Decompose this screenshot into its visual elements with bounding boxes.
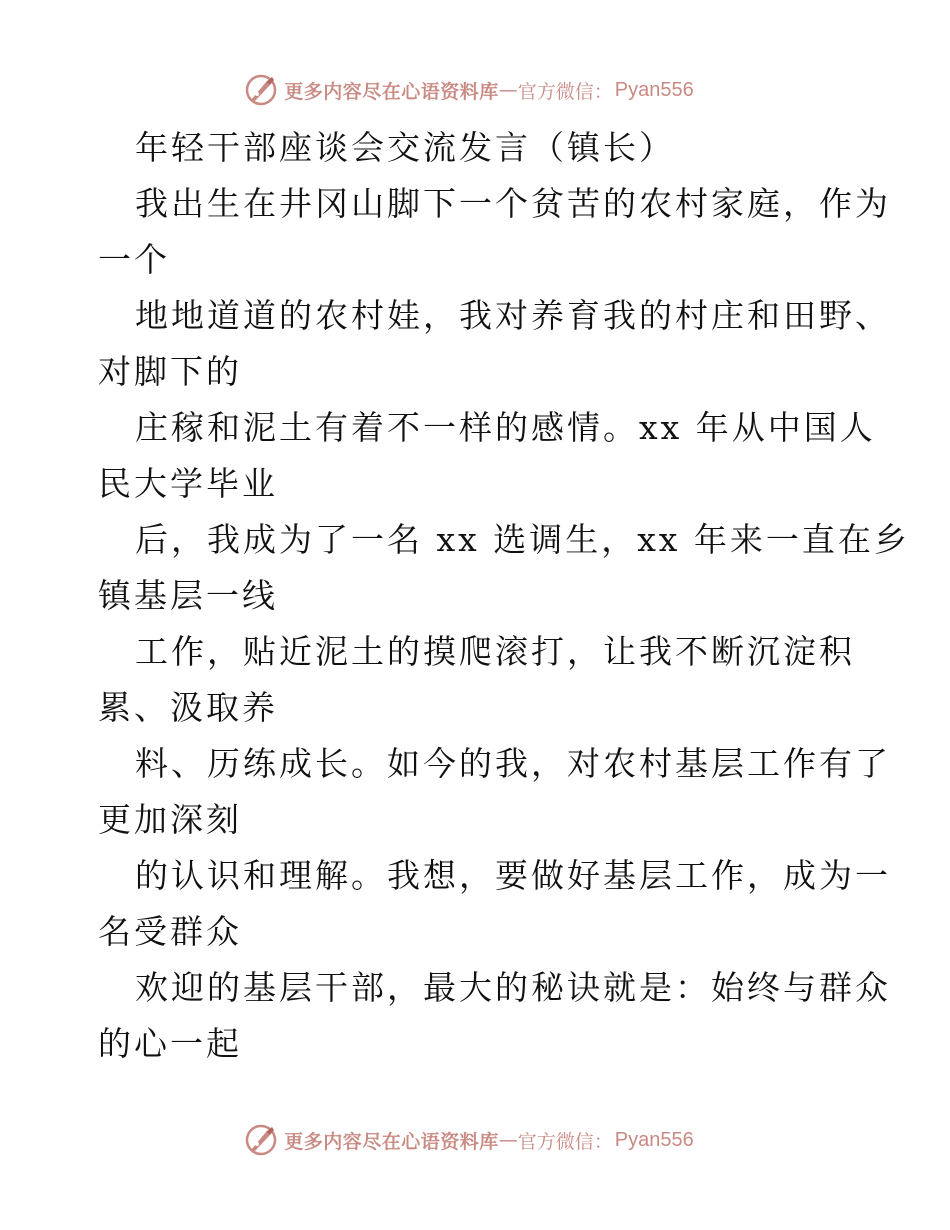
paragraph-line: 地地道道的农村娃，我对养育我的村庄和田野、: [135, 296, 891, 335]
paragraph-line: 一个: [98, 240, 170, 279]
document-body: [98, 120, 910, 1072]
banner-wechat-label: 官方微信：: [517, 1130, 613, 1153]
footer-banner: [0, 1120, 950, 1160]
banner-wechat-label: 官方微信：: [517, 80, 613, 103]
banner-separator: —: [498, 79, 518, 101]
paragraph-line: 工作，贴近泥土的摸爬滚打，让我不断沉淀积: [135, 632, 855, 671]
paragraph-line: 累、汲取养: [98, 688, 278, 727]
header-banner-content: [244, 73, 694, 107]
banner-wechat-id: Pyan556: [614, 1128, 694, 1151]
paragraph-line: 后，我成为了一名 xx 选调生，xx 年来一直在乡: [135, 520, 910, 559]
quill-pen-logo-icon: [244, 73, 278, 107]
paragraph-line: 我出生在井冈山脚下一个贫苦的农村家庭，作为: [135, 184, 891, 223]
footer-banner-content: [244, 1123, 694, 1157]
paragraph-line: 的心一起: [98, 1024, 242, 1063]
banner-separator: —: [498, 1129, 518, 1151]
banner-lead-text: 更多内容尽在心语资料库: [284, 1130, 499, 1153]
paragraph-line: 民大学毕业: [98, 464, 278, 503]
paragraph-line: 更加深刻: [98, 800, 242, 839]
banner-lead-text: 更多内容尽在心语资料库: [284, 80, 499, 103]
quill-pen-logo-icon: [244, 1123, 278, 1157]
paragraph-line: 料、历练成长。如今的我，对农村基层工作有了: [135, 744, 891, 783]
banner-wechat-id: Pyan556: [614, 78, 694, 101]
paragraph-line: 庄稼和泥土有着不一样的感情。xx 年从中国人: [135, 408, 876, 447]
paragraph-line: 对脚下的: [98, 352, 242, 391]
header-banner: [0, 70, 950, 110]
document-title: 年轻干部座谈会交流发言（镇长）: [135, 128, 675, 167]
paragraph-line: 的认识和理解。我想，要做好基层工作，成为一: [135, 856, 891, 895]
paragraph-line: 欢迎的基层干部，最大的秘诀就是：始终与群众: [135, 968, 891, 1007]
paragraph-line: 镇基层一线: [98, 576, 278, 615]
paragraph-line: 名受群众: [98, 912, 242, 951]
